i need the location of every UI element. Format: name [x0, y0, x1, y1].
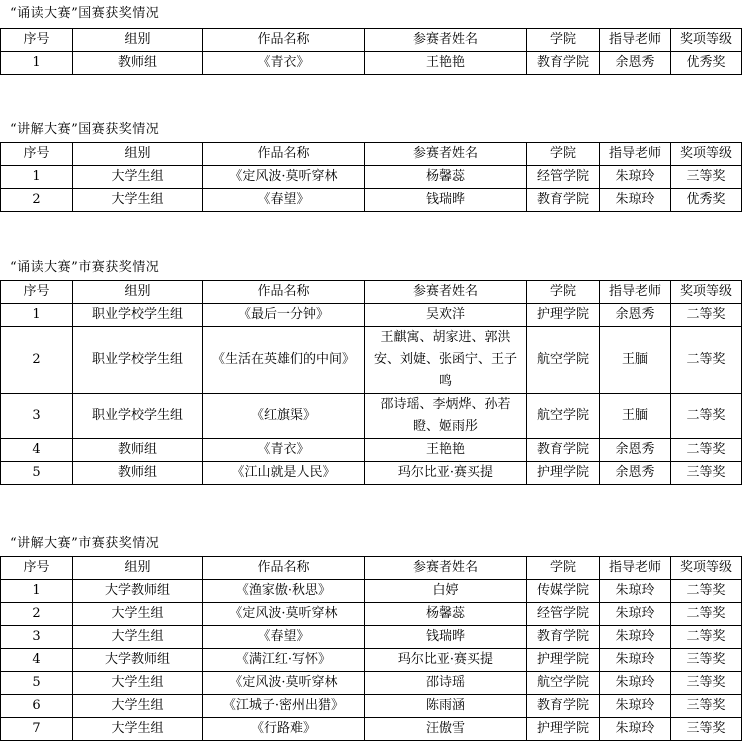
table-cell: 护理学院 [527, 304, 600, 327]
table-cell: 《红旗渠》 [203, 394, 365, 439]
table-cell: 吴欢洋 [365, 304, 527, 327]
table-cell: 职业学校学生组 [73, 327, 203, 394]
table-cell: 护理学院 [527, 462, 600, 485]
table-cell: 教育学院 [527, 626, 600, 649]
table-cell: 三等奖 [671, 718, 742, 741]
header-cell: 参赛者姓名 [365, 281, 527, 304]
table-cell: 1 [1, 304, 73, 327]
header-cell: 奖项等级 [671, 281, 742, 304]
header-cell: 组别 [73, 143, 203, 166]
table-cell: 大学生组 [73, 166, 203, 189]
table-cell: 陈雨涵 [365, 695, 527, 718]
table-cell: 传媒学院 [527, 580, 600, 603]
header-cell: 参赛者姓名 [365, 557, 527, 580]
header-cell: 学院 [527, 557, 600, 580]
table-cell: 玛尔比亚·赛买提 [365, 649, 527, 672]
table-cell: 《最后一分钟》 [203, 304, 365, 327]
table-cell: 王腼 [600, 327, 671, 394]
table-cell: 二等奖 [671, 327, 742, 394]
header-cell: 作品名称 [203, 557, 365, 580]
header-cell: 奖项等级 [671, 557, 742, 580]
header-cell: 序号 [1, 143, 73, 166]
header-cell: 组别 [73, 557, 203, 580]
table-cell: 二等奖 [671, 439, 742, 462]
table-row [1, 304, 742, 327]
table-cell: 《满江红·写怀》 [203, 649, 365, 672]
table-cell: 二等奖 [671, 603, 742, 626]
table-cell: 余恩秀 [600, 52, 671, 75]
table-cell: 大学教师组 [73, 580, 203, 603]
table-cell: 教师组 [73, 439, 203, 462]
table-cell: 王艳艳 [365, 439, 527, 462]
table-cell: 朱琼玲 [600, 695, 671, 718]
table-cell: 大学生组 [73, 626, 203, 649]
table-cell: 5 [1, 672, 73, 695]
table-cell: 优秀奖 [671, 52, 742, 75]
table-cell: 2 [1, 603, 73, 626]
table-row [1, 439, 742, 462]
table-row [1, 626, 742, 649]
awards-table [0, 280, 742, 485]
table-cell: 经管学院 [527, 603, 600, 626]
table-cell: 二等奖 [671, 626, 742, 649]
table-row [1, 649, 742, 672]
table-cell: 航空学院 [527, 394, 600, 439]
table-row [1, 394, 742, 439]
table-cell: 2 [1, 327, 73, 394]
table-cell: 《春望》 [203, 189, 365, 212]
table-header-row [1, 557, 742, 580]
awards-table [0, 28, 742, 75]
table-cell: 《定风波·莫听穿林 [203, 166, 365, 189]
header-cell: 参赛者姓名 [365, 29, 527, 52]
table-cell: 朱琼玲 [600, 580, 671, 603]
header-cell: 序号 [1, 557, 73, 580]
table-cell: 三等奖 [671, 166, 742, 189]
section-title: “讲解大赛”市赛获奖情况 [10, 536, 160, 551]
table-header-row [1, 29, 742, 52]
table-cell: 二等奖 [671, 304, 742, 327]
table-cell: 杨馨蕊 [365, 603, 527, 626]
table-cell: 王麒寓、胡家进、郭洪安、刘婕、张函宁、王子鸣 [365, 327, 527, 394]
table-cell: 王腼 [600, 394, 671, 439]
table-cell: 职业学校学生组 [73, 394, 203, 439]
awards-table [0, 556, 742, 741]
table-cell: 1 [1, 166, 73, 189]
table-cell: 《江城子·密州出猎》 [203, 695, 365, 718]
table-cell: 教育学院 [527, 52, 600, 75]
table-cell: 航空学院 [527, 672, 600, 695]
table-cell: 《江山就是人民》 [203, 462, 365, 485]
table-cell: 王艳艳 [365, 52, 527, 75]
table-row [1, 718, 742, 741]
table-cell: 5 [1, 462, 73, 485]
table-cell: 4 [1, 649, 73, 672]
table-cell: 白婷 [365, 580, 527, 603]
table-row [1, 52, 742, 75]
table-cell: 《生活在英雄们的中间》 [203, 327, 365, 394]
table-cell: 3 [1, 394, 73, 439]
table-cell: 玛尔比亚·赛买提 [365, 462, 527, 485]
table-cell: 邵诗瑶、李炳烨、孙若瞪、姬雨彤 [365, 394, 527, 439]
table-cell: 三等奖 [671, 695, 742, 718]
table-cell: 职业学校学生组 [73, 304, 203, 327]
table-cell: 教育学院 [527, 695, 600, 718]
table-cell: 钱瑞晔 [365, 189, 527, 212]
header-cell: 作品名称 [203, 29, 365, 52]
header-cell: 指导老师 [600, 143, 671, 166]
table-cell: 《青衣》 [203, 439, 365, 462]
table-cell: 朱琼玲 [600, 189, 671, 212]
table-cell: 大学生组 [73, 603, 203, 626]
section-title: “诵读大赛”市赛获奖情况 [10, 260, 160, 275]
table-row [1, 603, 742, 626]
table-cell: 7 [1, 718, 73, 741]
table-cell: 3 [1, 626, 73, 649]
table-cell: 《春望》 [203, 626, 365, 649]
section-title: “讲解大赛”国赛获奖情况 [10, 122, 160, 137]
table-row [1, 580, 742, 603]
table-row [1, 327, 742, 394]
table-cell: 《定风波·莫听穿林 [203, 603, 365, 626]
table-cell: 二等奖 [671, 580, 742, 603]
table-cell: 大学生组 [73, 189, 203, 212]
table-cell: 余恩秀 [600, 439, 671, 462]
table-cell: 《行路难》 [203, 718, 365, 741]
table-cell: 三等奖 [671, 672, 742, 695]
table-cell: 钱瑞晔 [365, 626, 527, 649]
table-cell: 杨馨蕊 [365, 166, 527, 189]
table-cell: 优秀奖 [671, 189, 742, 212]
table-cell: 三等奖 [671, 462, 742, 485]
table-cell: 航空学院 [527, 327, 600, 394]
table-cell: 4 [1, 439, 73, 462]
header-cell: 序号 [1, 281, 73, 304]
table-cell: 护理学院 [527, 718, 600, 741]
table-cell: 1 [1, 580, 73, 603]
header-cell: 组别 [73, 29, 203, 52]
table-row [1, 695, 742, 718]
table-cell: 二等奖 [671, 394, 742, 439]
table-cell: 朱琼玲 [600, 672, 671, 695]
table-cell: 大学教师组 [73, 649, 203, 672]
header-cell: 序号 [1, 29, 73, 52]
table-cell: 2 [1, 189, 73, 212]
header-cell: 参赛者姓名 [365, 143, 527, 166]
header-cell: 作品名称 [203, 281, 365, 304]
table-cell: 大学生组 [73, 695, 203, 718]
table-header-row [1, 281, 742, 304]
table-cell: 大学生组 [73, 672, 203, 695]
header-cell: 指导老师 [600, 281, 671, 304]
header-cell: 学院 [527, 29, 600, 52]
table-cell: 《定风波·莫听穿林 [203, 672, 365, 695]
table-cell: 朱琼玲 [600, 166, 671, 189]
header-cell: 学院 [527, 281, 600, 304]
table-header-row [1, 143, 742, 166]
table-cell: 《渔家傲·秋思》 [203, 580, 365, 603]
header-cell: 奖项等级 [671, 143, 742, 166]
table-cell: 经管学院 [527, 166, 600, 189]
header-cell: 指导老师 [600, 557, 671, 580]
table-cell: 邵诗瑶 [365, 672, 527, 695]
table-cell: 余恩秀 [600, 462, 671, 485]
table-cell: 教育学院 [527, 439, 600, 462]
section-title: “诵读大赛”国赛获奖情况 [10, 6, 160, 21]
table-cell: 三等奖 [671, 649, 742, 672]
table-cell: 教师组 [73, 462, 203, 485]
table-cell: 余恩秀 [600, 304, 671, 327]
table-cell: 教育学院 [527, 189, 600, 212]
table-cell: 护理学院 [527, 649, 600, 672]
awards-table [0, 142, 742, 212]
table-cell: 朱琼玲 [600, 718, 671, 741]
table-cell: 教师组 [73, 52, 203, 75]
header-cell: 奖项等级 [671, 29, 742, 52]
table-cell: 朱琼玲 [600, 649, 671, 672]
table-cell: 大学生组 [73, 718, 203, 741]
table-row [1, 462, 742, 485]
table-row [1, 189, 742, 212]
header-cell: 作品名称 [203, 143, 365, 166]
table-row [1, 672, 742, 695]
header-cell: 指导老师 [600, 29, 671, 52]
table-cell: 汪傲雪 [365, 718, 527, 741]
table-row [1, 166, 742, 189]
table-cell: 朱琼玲 [600, 603, 671, 626]
header-cell: 组别 [73, 281, 203, 304]
table-cell: 《青衣》 [203, 52, 365, 75]
table-cell: 朱琼玲 [600, 626, 671, 649]
header-cell: 学院 [527, 143, 600, 166]
table-cell: 1 [1, 52, 73, 75]
table-cell: 6 [1, 695, 73, 718]
